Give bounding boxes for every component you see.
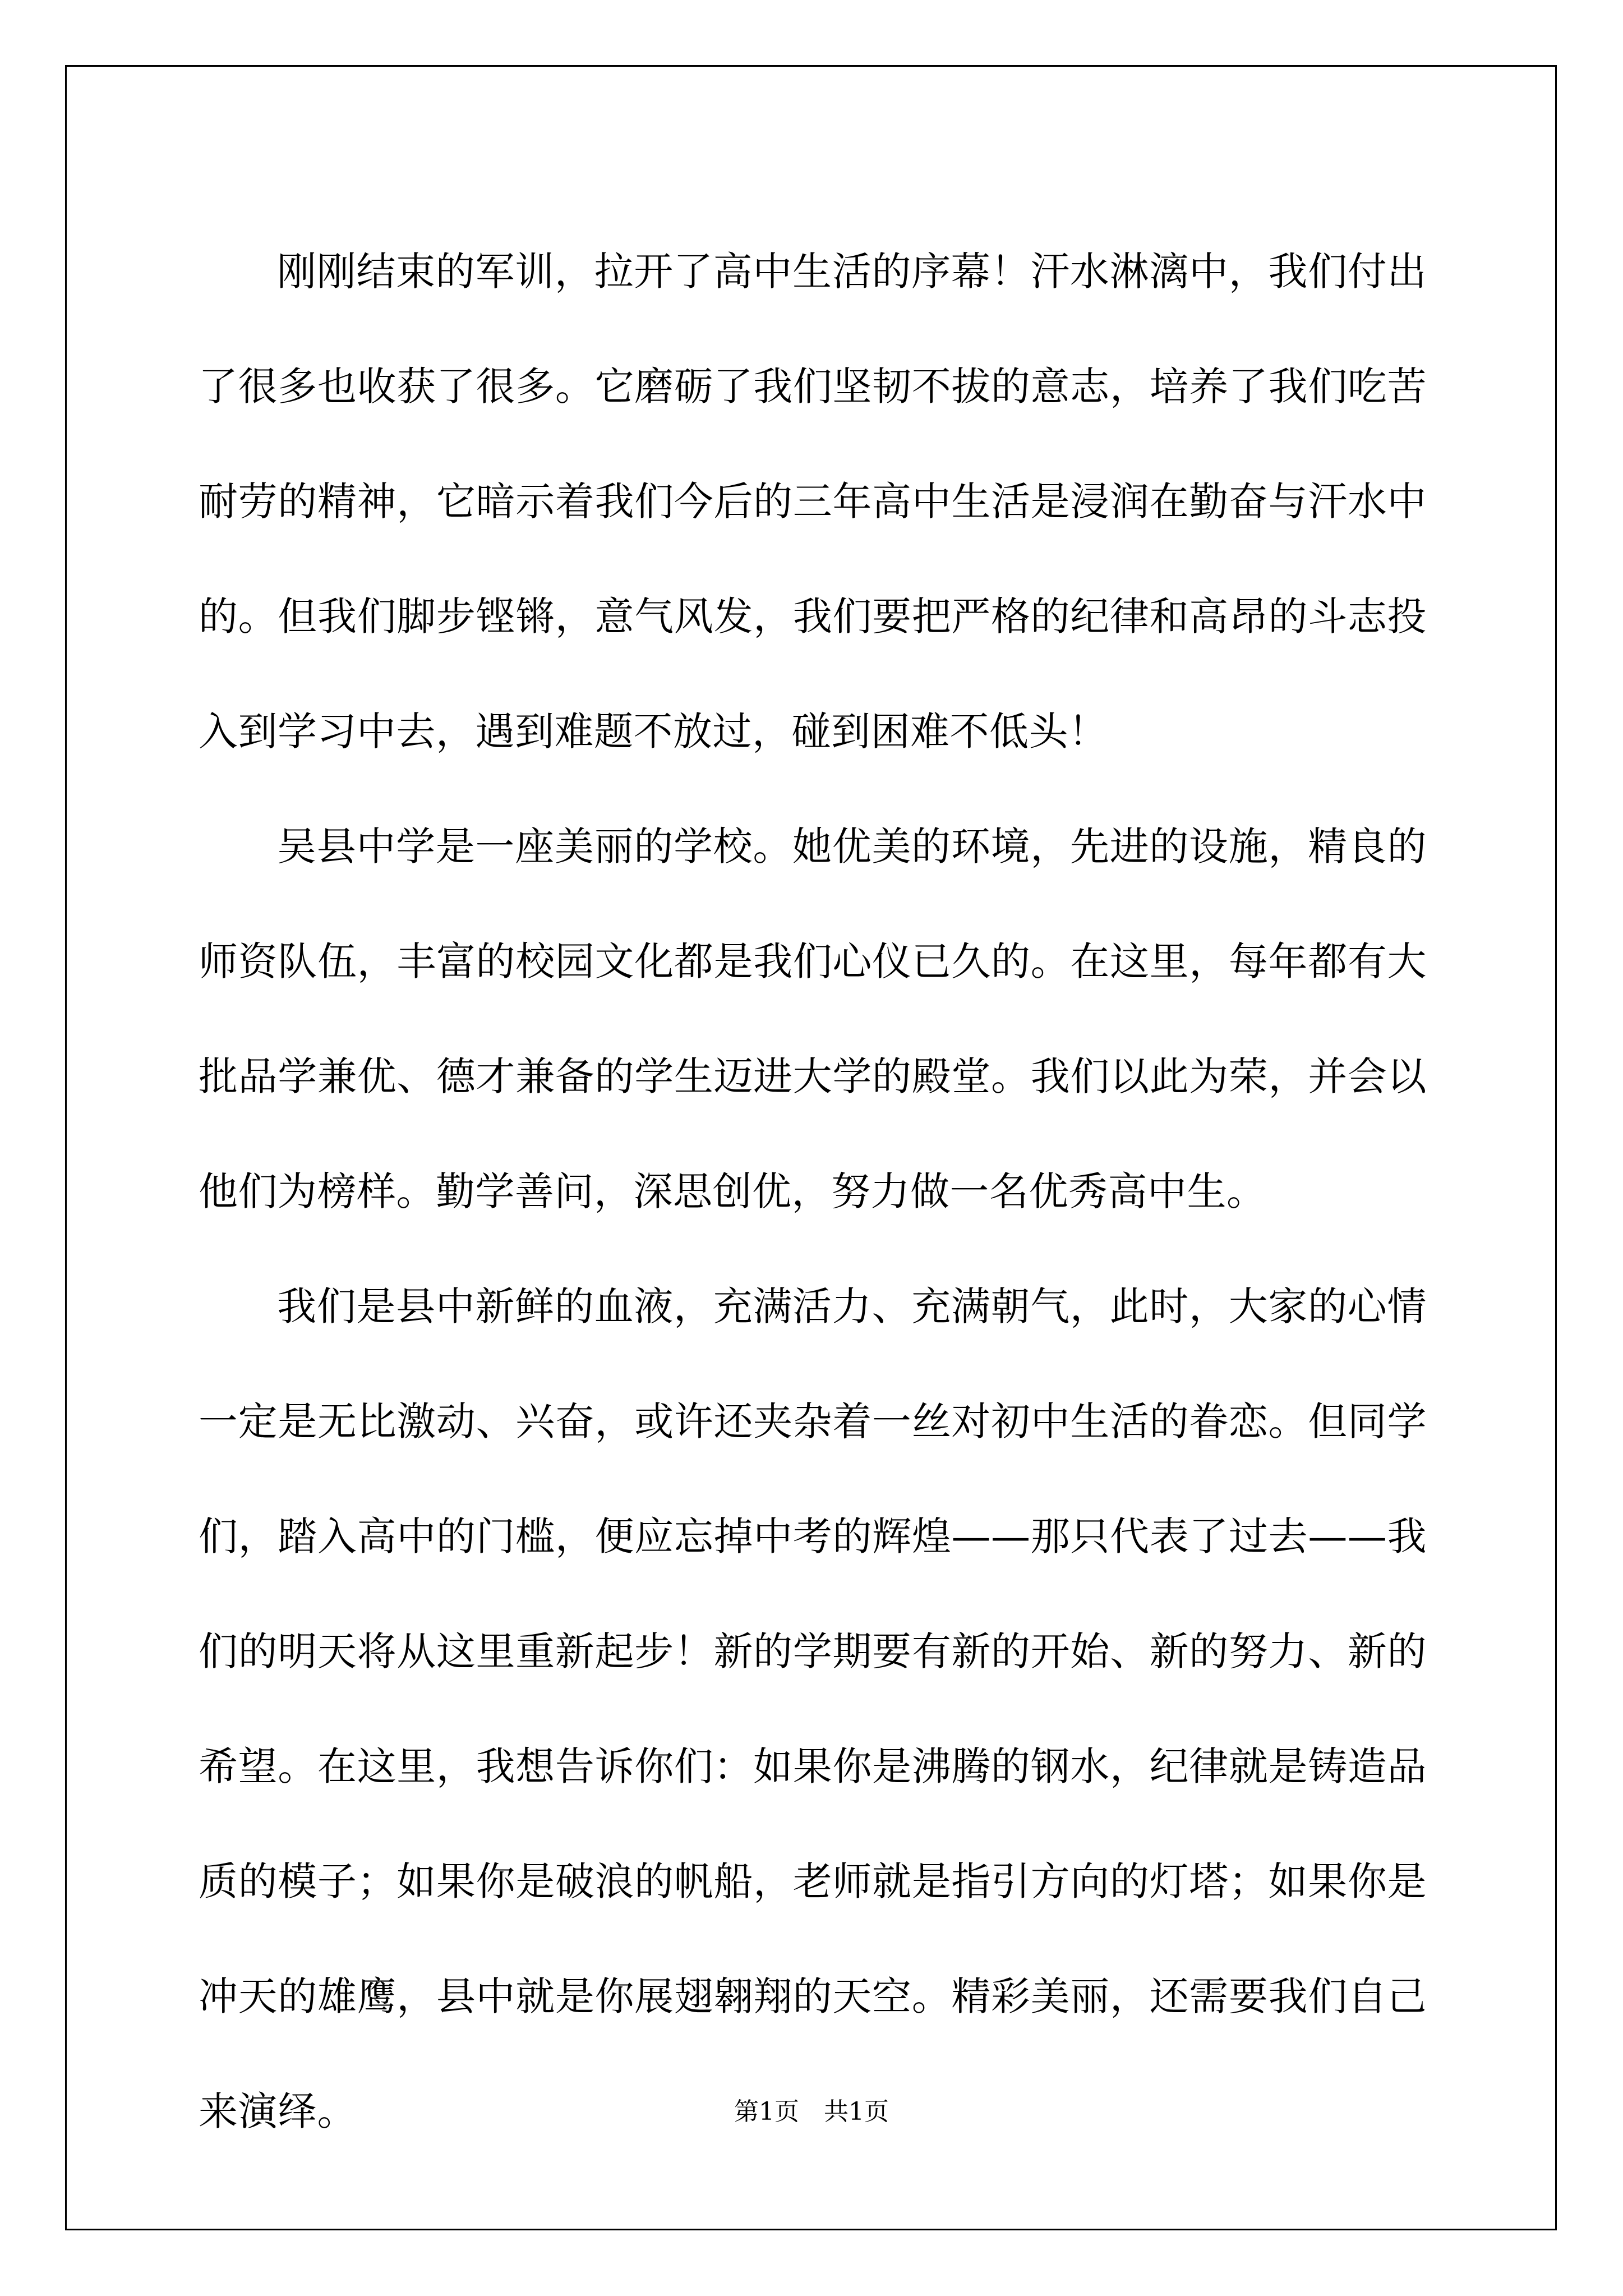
page-number-footer: 第1页 共1页 xyxy=(734,2097,889,2126)
paragraph-2: 吴县中学是一座美丽的学校。她优美的环境，先进的设施，精良的师资队伍，丰富的校园文化都是我们心仪已久的。在这里，每年都有大批品学兼优、德才兼备的学生迈进大学的殿堂。我们以此为荣，并会以他们为榜样。勤学善问，深思创优，努力做一名优秀高中生。 xyxy=(199,823,1427,1214)
document-body xyxy=(199,214,1427,2169)
paragraph-3: 我们是县中新鲜的血液，充满活力、充满朝气，此时，大家的心情一定是无比激动、兴奋，或许还夹杂着一丝对初中生活的眷恋。但同学们，踏入高中的门槛，便应忘掉中考的辉煌——那只代表了过去——我们的明天将从这里重新起步！新的学期要有新的开始、新的努力、新的希望。在这里，我想告诉你们：如果你是沸腾的钢水，纪律就是铸造品质的模子；如果你是破浪的帆船，老师就是指引方向的灯塔；如果你是冲天的雄鹰，县中就是你展翅翱翔的天空。精彩美丽，还需要我们自己来演绎。 xyxy=(199,1283,1427,2134)
paragraph-1: 刚刚结束的军训，拉开了高中生活的序幕！汗水淋漓中，我们付出了很多也收获了很多。它磨砺了我们坚韧不拔的意志，培养了我们吃苦耐劳的精神，它暗示着我们今后的三年高中生活是浸润在勤奋与汗水中的。但我们脚步铿锵，意气风发，我们要把严格的纪律和高昂的斗志投入到学习中去，遇到难题不放过，碰到困难不低头！ xyxy=(199,249,1427,754)
